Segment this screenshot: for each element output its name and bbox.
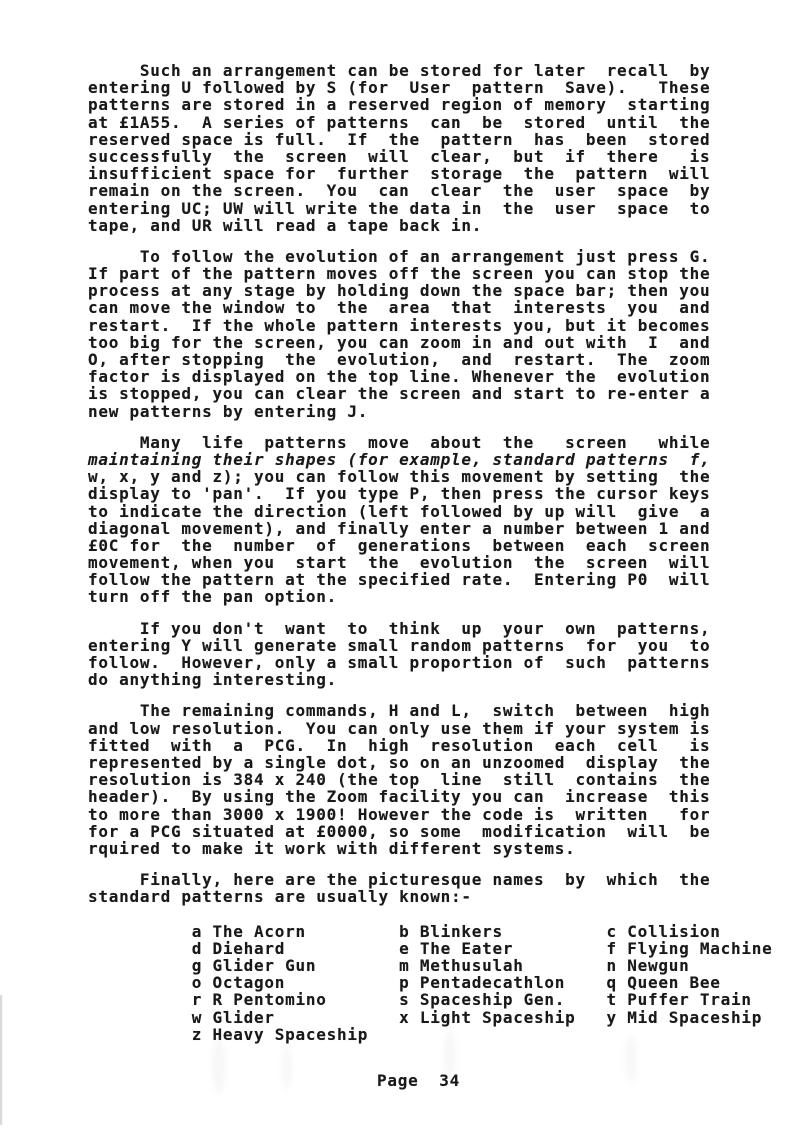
text-line: factor is displayed on the top line. Whenever the evolution: [88, 367, 711, 387]
text-line: represented by a single dot, so on an unzoomed display the: [88, 752, 711, 772]
pattern-cell: m Methusulah: [399, 956, 524, 976]
text-line: remain on the screen. You can clear the user space by: [88, 181, 711, 201]
text-line: for a PCG situated at £0000, so some modification will be: [88, 821, 711, 841]
pattern-cell: w Glider: [191, 1007, 275, 1027]
text-line: w, x, y and z); you can follow this movement by setting the: [88, 467, 711, 487]
text-line: entering U followed by S (for User pattern Save). These: [88, 78, 711, 98]
pattern-cell: d Diehard: [191, 938, 286, 958]
scan-smudge: [282, 1045, 292, 1090]
pattern-cell: a The Acorn: [191, 921, 306, 941]
scan-smudge: [444, 1030, 456, 1080]
scan-smudge: [212, 1038, 226, 1093]
paragraph-resolution: [88, 702, 748, 857]
text-line: fitted with a PCG. In high resolution each cell is: [88, 735, 711, 755]
text-line: restart. If the whole pattern interests you, but it becomes: [88, 315, 711, 335]
pattern-row: [88, 905, 748, 941]
document-text: [88, 61, 773, 1090]
pattern-cell: s Spaceship Gen.: [399, 990, 566, 1010]
text-line: display to 'pan'. If you type P, then press the cursor keys: [88, 484, 711, 504]
pattern-cell: e The Eater: [399, 938, 514, 958]
text-line: Finally, here are the picturesque names by which the: [88, 870, 711, 890]
text-line: reserved space is full. If the pattern has been stored: [88, 129, 711, 149]
text-line: Such an arrangement can be stored for later recall by: [88, 61, 711, 80]
text-line: to indicate the direction (left followed by up will give a: [88, 501, 711, 521]
scan-smudge: [150, 300, 158, 330]
text-line: new patterns by entering J.: [88, 401, 369, 421]
paragraph-pattern-names: [88, 870, 773, 1044]
pattern-cell: t Puffer Train: [606, 990, 752, 1010]
pattern-cell: n Newgun: [606, 956, 690, 976]
text-line: To follow the evolution of an arrangement just press G.: [88, 246, 711, 266]
pattern-cell: p Pentadecathlon: [399, 973, 566, 993]
paragraph-user-save: [88, 62, 748, 234]
scan-smudge: [625, 1035, 637, 1083]
text-line: patterns are stored in a reserved region of memory starting: [88, 95, 711, 115]
pattern-cell: o Octagon: [191, 973, 286, 993]
pattern-cell: g Glider Gun: [191, 956, 317, 976]
text-line: entering Y will generate small random patterns for you to: [88, 635, 711, 655]
text-line: insufficient space for further storage the pattern will: [88, 164, 711, 184]
page-number: Page 34: [377, 1070, 460, 1090]
text-line: tape, and UR will read a tape back in.: [88, 215, 483, 235]
paragraph-random: [88, 620, 748, 689]
pattern-cell: c Collision: [606, 921, 721, 941]
pattern-cell: x Light Spaceship: [399, 1007, 576, 1027]
text-line: to more than 3000 x 1900! However the code is written for: [88, 804, 711, 824]
text-line: If you don't want to think up your own patterns,: [88, 618, 711, 638]
pattern-cell: f Flying Machine: [606, 938, 773, 958]
pattern-cell: q Queen Bee: [606, 973, 721, 993]
text-line: turn off the pan option.: [88, 587, 337, 607]
text-line: O, after stopping the evolution, and restart. The zoom: [88, 350, 711, 369]
text-line: and low resolution. You can only use them if your system is: [88, 718, 711, 738]
paragraph-evolution: [88, 248, 748, 420]
pattern-cell: r R Pentomino: [191, 990, 327, 1010]
text-line: If part of the pattern moves off the screen you can stop the: [88, 264, 711, 284]
text-line: can move the window to the area that interests you and: [88, 298, 711, 318]
paragraph-pan: [88, 434, 748, 606]
text-line: process at any stage by holding down the space bar; then you: [88, 281, 711, 301]
pattern-cell: b Blinkers: [399, 921, 503, 941]
text-line: resolution is 384 x 240 (the top line still contains the: [88, 770, 711, 790]
pattern-cell: z Heavy Spaceship: [191, 1024, 369, 1044]
text-line: £0C for the number of generations between each screen: [88, 535, 711, 555]
text-line: successfully the screen will clear, but if there is: [88, 146, 711, 166]
text-line-italic: maintaining their shapes (for example, standard patterns f,: [88, 449, 711, 469]
pattern-list: [88, 905, 773, 1044]
text-line: The remaining commands, H and L, switch between high: [88, 701, 711, 721]
text-line: too big for the screen, you can zoom in and out with I and: [88, 332, 711, 352]
text-line: do anything interesting.: [88, 670, 337, 690]
text-line: entering UC; UW will write the data in the user space to: [88, 198, 711, 218]
text-line: follow the pattern at the specified rate. Entering P0 will: [88, 570, 711, 590]
text-line: is stopped, you can clear the screen and start to re-enter a: [88, 384, 711, 404]
text-line: at £1A55. A series of patterns can be stored until the: [88, 112, 711, 132]
text-line: Many life patterns move about the screen while: [88, 432, 711, 452]
pattern-cell: y Mid Spaceship: [606, 1007, 763, 1027]
text-line: diagonal movement), and finally enter a number between 1 and: [88, 518, 711, 538]
text-line: rquired to make it work with different systems.: [88, 838, 576, 858]
text-line: standard patterns are usually known:-: [88, 887, 472, 907]
scan-edge-artifact: [0, 995, 2, 1125]
text-line: follow. However, only a small proportion of such patterns: [88, 653, 711, 672]
text-line: header). By using the Zoom facility you can increase this: [88, 787, 711, 807]
text-line: movement, when you start the evolution the screen will: [88, 553, 711, 573]
